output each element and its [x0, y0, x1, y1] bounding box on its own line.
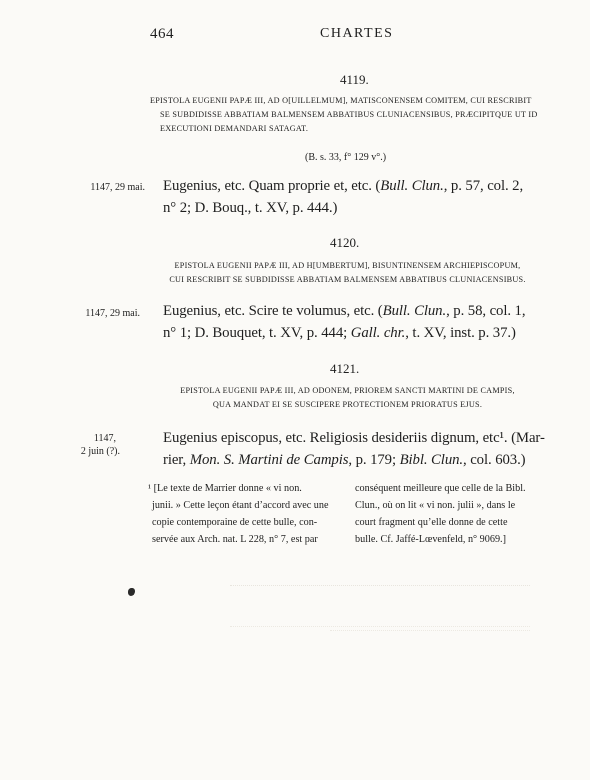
text-line: rier, Mon. S. Martini de Campis, p. 179; Bibl. Clun., col. 603.): [163, 452, 526, 468]
heading-line: SE SUBDIDISSE ABBATIAM BALMENSEM ABBATIBUS CLUNIACENSIBUS, PRÆCIPITQUE UT ID: [160, 110, 538, 119]
footnote-line: conséquent meilleure que celle de la Bibl.: [355, 483, 526, 494]
text-line: Eugenius, etc. Scire te volumus, etc. (Bull. Clun., p. 58, col. 1,: [163, 303, 526, 319]
text-line: n° 2; D. Bouq., t. XV, p. 444.): [163, 200, 338, 216]
entry-text: [163, 427, 548, 471]
footnote-line: junii. » Cette leçon étant d’accord avec une: [152, 500, 329, 511]
heading-line: EPISTOLA EUGENII PAPÆ III, AD ODONEM, PRIOREM SANCTI MARTINI DE CAMPIS,: [180, 386, 515, 395]
footnote-line: servée aux Arch. nat. L 228, n° 7, est par: [152, 534, 318, 545]
running-title: CHARTES: [320, 26, 394, 41]
entry-text: [163, 175, 548, 219]
text-line: Eugenius episcopus, etc. Religiosis desideriis dignum, etc¹. (Mar-: [163, 430, 545, 446]
text-line: n° 1; D. Bouquet, t. XV, p. 444; Gall. chr., t. XV, inst. p. 37.): [163, 325, 516, 341]
footnote-line: copie contemporaine de cette bulle, con-: [152, 517, 318, 528]
page-bleed-through: [230, 585, 530, 627]
footnote-line: ¹ [Le texte de Marrier donne « vi non.: [148, 483, 302, 494]
entry-heading: [150, 259, 545, 287]
entry-date: 1147, 2 juin (?).: [80, 433, 120, 457]
footnote-right-column: [355, 480, 550, 548]
heading-line: CUI RESCRIBIT SE SUBDIDISSE ABBATIAM BALMENSEM ABBATIBUS CLUNIACENSIBUS.: [169, 275, 526, 284]
heading-line: QUA MANDAT EI SE SUSCIPERE PROTECTIONEM PRIORATUS EJUS.: [212, 400, 483, 409]
footnote-line: Clun., où on lit « vi non. julii », dans le: [355, 500, 516, 511]
entry-heading: [150, 94, 545, 136]
entry-date: 1147, 29 mai.: [85, 308, 140, 319]
entry-number: 4121.: [330, 361, 360, 376]
running-header: [150, 26, 550, 46]
entry-text: [163, 300, 548, 344]
entry-number: 4119.: [340, 72, 369, 87]
page-number: 464: [150, 26, 174, 42]
text-line: Eugenius, etc. Quam proprie et, etc. (Bull. Clun., p. 57, col. 2,: [163, 178, 524, 194]
ink-blot: [128, 588, 135, 596]
entry-number: 4120.: [330, 235, 360, 250]
footnote-line: court fragment qu’elle donne de cette: [355, 517, 508, 528]
heading-line: EPISTOLA EUGENII PAPÆ III, AD H[UMBERTUM], BISUNTINENSEM ARCHIEPISCOPUM,: [174, 261, 521, 270]
footnote-left-column: [148, 480, 342, 548]
manuscript-reference: (B. s. 33, f° 129 v°.): [305, 152, 387, 163]
footnote-line: bulle. Cf. Jaffé-Lœvenfeld, n° 9069.]: [355, 534, 506, 545]
entry-date: 1147, 29 mai.: [90, 182, 145, 193]
heading-line: EPISTOLA EUGENII PAPÆ III, AD O[UILLELMUM], MATISCONENSEM COMITEM, CUI RESCRIBIT: [150, 96, 532, 105]
page-bleed-through: [330, 630, 530, 651]
entry-heading: [150, 384, 545, 412]
heading-line: EXECUTIONI DEMANDARI SATAGAT.: [160, 124, 309, 133]
